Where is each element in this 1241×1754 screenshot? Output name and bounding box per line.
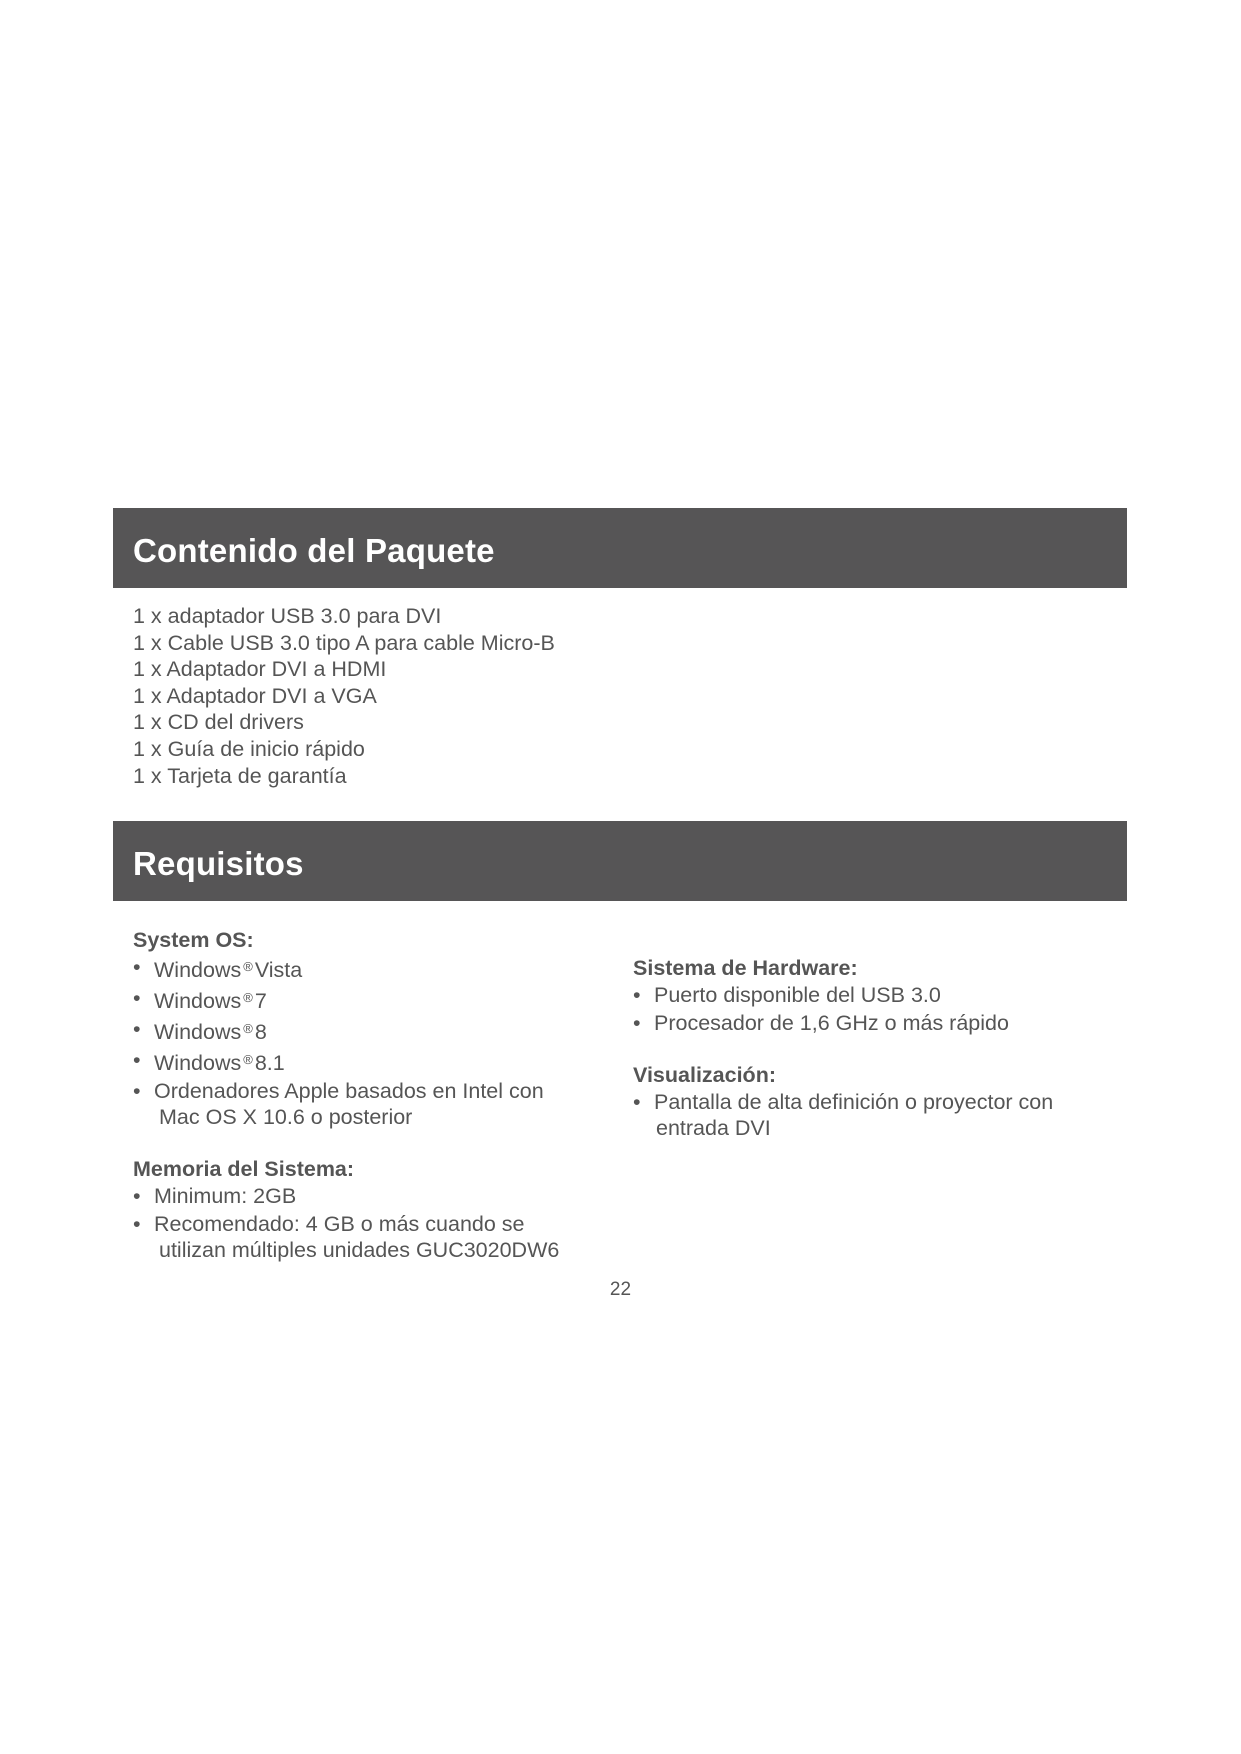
list-item: 1 x Adaptador DVI a HDMI [133,657,387,682]
memory-recommended-line-2: utilizan múltiples unidades GUC3020DW6 [159,1238,560,1262]
hardware-list [633,982,1053,1036]
os-name: Windows [154,989,242,1013]
list-item: 1 x Guía de inicio rápido [133,736,365,761]
package-contents-list [133,603,555,789]
memory-list [133,1183,559,1263]
section-title: Requisitos [133,845,304,882]
list-item [133,954,559,983]
bullet-icon: • [133,1184,141,1208]
bullet-icon: • [633,1011,641,1035]
list-item: 1 x Cable USB 3.0 tipo A para cable Micro-B [133,630,555,655]
os-name: Windows [154,1020,242,1044]
os-version: 7 [254,989,267,1013]
bullet-icon: • [133,1079,141,1103]
requirements-right-column [633,954,1053,1143]
list-item: 1 x adaptador USB 3.0 para DVI [133,604,442,628]
bullet-icon: • [633,1090,641,1114]
os-name: Windows [154,1051,242,1075]
registered-mark: ® [243,959,253,974]
requirements-left-column [133,926,559,1265]
os-version: 8.1 [254,1051,285,1075]
list-item: 1 x Adaptador DVI a VGA [133,683,377,708]
list-item [133,1016,559,1045]
list-item [633,1089,1053,1141]
section-title: Contenido del Paquete [133,532,495,569]
apple-line-2: Mac OS X 10.6 o posterior [159,1105,413,1129]
display-list [633,1089,1053,1141]
memory-min: Minimum: 2GB [154,1184,297,1208]
registered-mark: ® [243,990,253,1005]
os-name: Windows [154,958,242,982]
registered-mark: ® [243,1052,253,1067]
bullet-icon: • [133,1212,141,1236]
bullet-icon: • [633,983,641,1007]
display-heading: Visualización: [633,1063,776,1087]
bullet-icon: • [133,1048,141,1072]
hardware-heading: Sistema de Hardware: [633,956,858,980]
apple-line-1: Ordenadores Apple basados en Intel con [154,1079,544,1103]
registered-mark: ® [243,1021,253,1036]
memory-recommended-line-1: Recomendado: 4 GB o más cuando se [154,1212,525,1236]
list-item: 1 x Tarjeta de garantía [133,763,347,788]
list-item [133,1183,559,1209]
system-os-heading: System OS: [133,928,254,952]
hardware-item: Procesador de 1,6 GHz o más rápido [654,1011,1009,1035]
bullet-icon: • [133,955,141,979]
list-item [133,985,559,1014]
section-header-requirements [113,821,1127,901]
list-item: 1 x CD del drivers [133,710,304,735]
list-item [133,1047,559,1076]
list-item [133,1211,559,1263]
bullet-icon: • [133,1017,141,1041]
list-item [633,982,1053,1008]
os-version: Vista [254,958,303,982]
system-os-list [133,954,559,1130]
page-number: 22 [609,1279,632,1300]
display-line-2: entrada DVI [656,1116,771,1140]
section-header-contents [113,508,1127,588]
list-item [633,1010,1053,1036]
os-version: 8 [254,1020,267,1044]
bullet-icon: • [133,986,141,1010]
list-item [133,1078,559,1130]
memory-heading: Memoria del Sistema: [133,1157,355,1181]
display-line-1: Pantalla de alta definición o proyector con [654,1090,1054,1114]
hardware-item: Puerto disponible del USB 3.0 [654,983,941,1007]
